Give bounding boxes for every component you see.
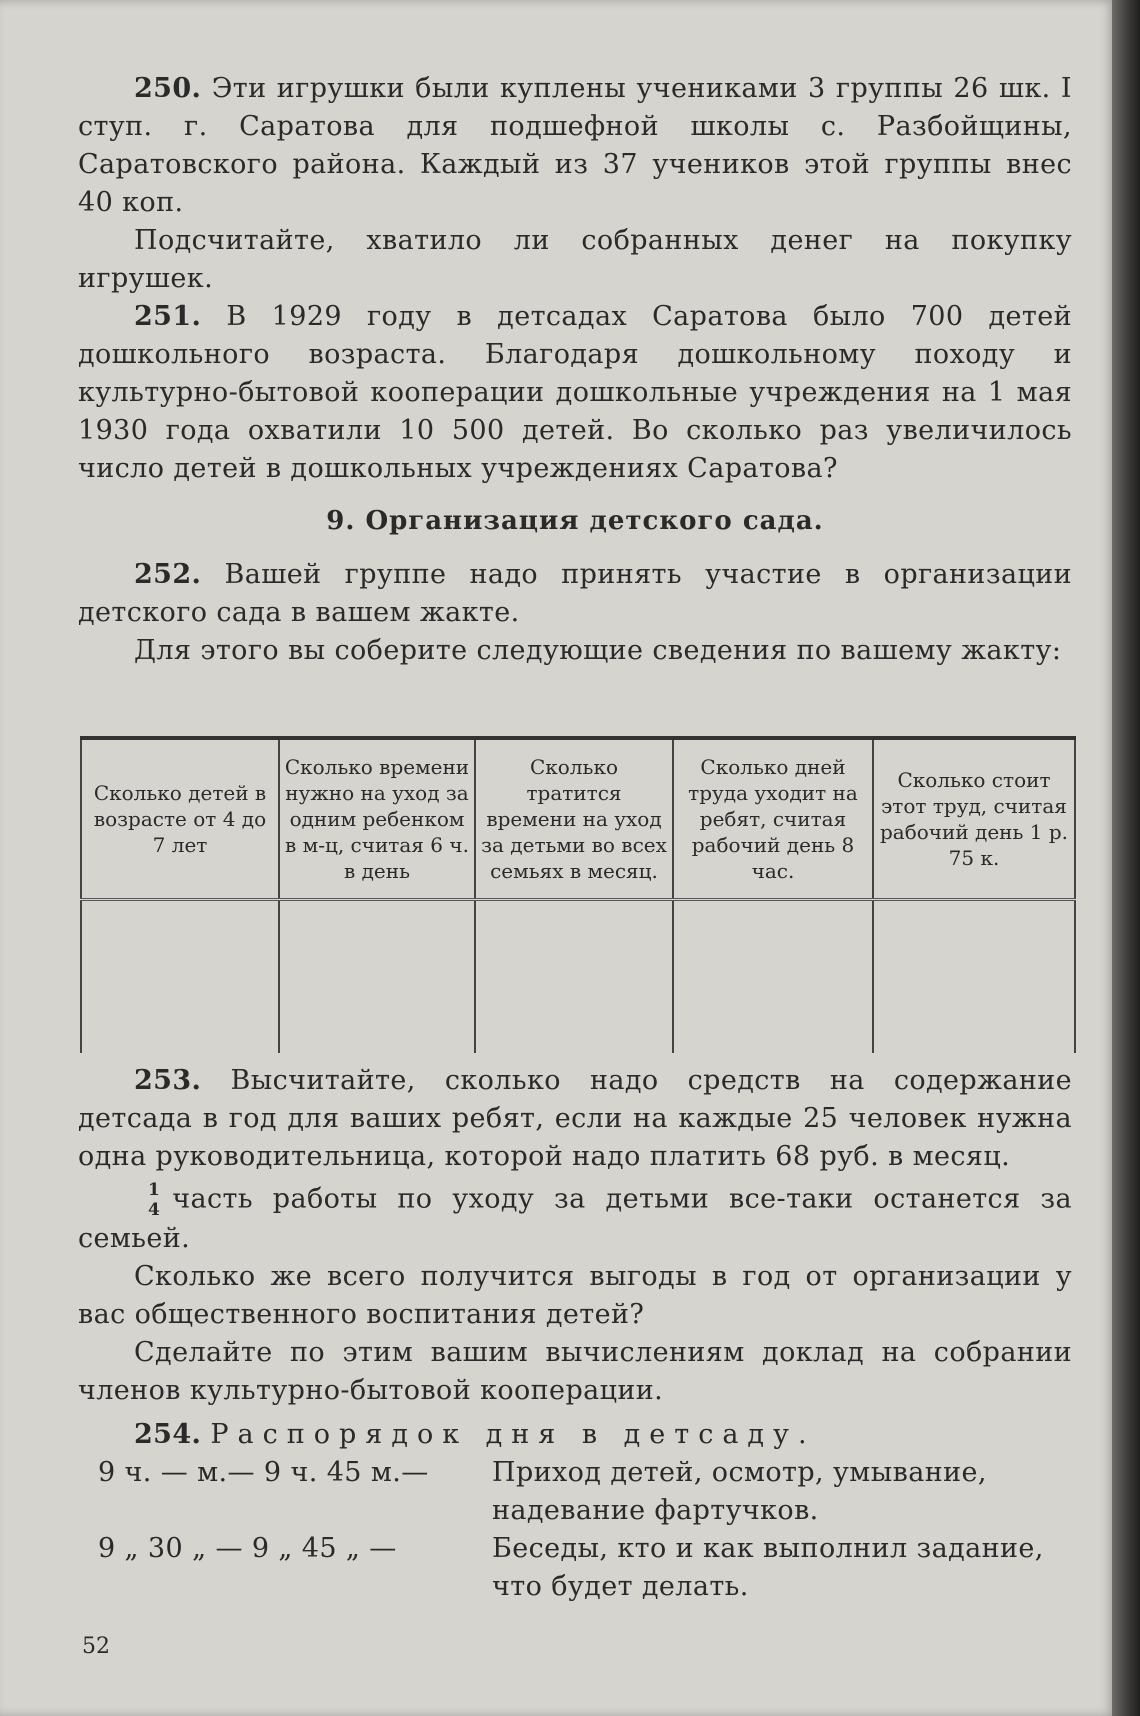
table-cell bbox=[475, 900, 673, 1054]
fraction bbox=[148, 1180, 160, 1220]
table-header-cell: Сколько тратится времени на уход за детьми во всех семьях в месяц. bbox=[475, 738, 673, 900]
problem-252 bbox=[78, 556, 1072, 632]
table-header-cell: Сколько дней труда уходит на ребят, считая рабочий день 8 час. bbox=[673, 738, 873, 900]
problem-252-question: Для этого вы соберите следующие сведения по вашему жакту: bbox=[134, 635, 1062, 666]
fraction-numerator: 1 bbox=[148, 1180, 161, 1200]
table-cell bbox=[81, 900, 279, 1054]
schedule-activity: Приход детей, осмотр, умывание, надевание фартучков. bbox=[492, 1457, 987, 1526]
schedule-time: 9 ч. — м.— 9 ч. 45 м.— bbox=[98, 1457, 429, 1488]
table-header-cell: Сколько времени нужно на уход за одним ребенком в м-ц, считая 6 ч. в день bbox=[279, 738, 475, 900]
problem-250-question: Подсчитайте, хватило ли собранных денег на покупку игрушек. bbox=[78, 225, 1072, 294]
table-header-cell: Сколько стоит этот труд, считая рабочий день 1 р. 75 к. bbox=[873, 738, 1075, 900]
table-cell bbox=[673, 900, 873, 1054]
problem-253-fraction-line bbox=[78, 1180, 1072, 1258]
problem-number: 252. bbox=[134, 559, 202, 590]
problem-number: 251. bbox=[134, 301, 202, 332]
problem-text: Высчитайте, сколько надо средств на содержание детсада в год для ваших ребят, если на каждые 25 человек нужна одна руководительница, которой надо платить 68 руб. в месяц. bbox=[78, 1065, 1073, 1172]
problem-254 bbox=[78, 1416, 1072, 1454]
problem-number: 253. bbox=[134, 1065, 202, 1096]
problem-253-question-1: Сколько же всего получится выгоды в год от организации у вас общественного воспитания детей? bbox=[78, 1261, 1072, 1330]
schedule-time: 9 „ 30 „ — 9 „ 45 „ — bbox=[98, 1533, 397, 1564]
problem-number: 254. bbox=[134, 1419, 202, 1450]
problem-253-question-2: Сделайте по этим вашим вычислениям доклад на собрании членов культурно-бытовой кооперации. bbox=[78, 1337, 1072, 1406]
page-number: 52 bbox=[82, 1634, 110, 1659]
schedule-activity: Беседы, кто и как выполнил задание, что будет делать. bbox=[492, 1533, 1044, 1602]
table-row bbox=[81, 900, 1075, 1054]
problem-text: В 1929 году в детсадах Саратова было 700 детей дошкольного возраста. Благодаря дошкольному походу и культурно-бытовой кооперации дошкольные учреждения на 1 мая 1930 года охватили 10 500 детей. Во сколько раз увеличилось число детей в дошкольных учреждениях Саратова? bbox=[78, 301, 1073, 484]
problem-text: Эти игрушки были куплены учениками 3 группы 26 шк. I ступ. г. Саратова для подшефной школы с. Разбойщины, Саратовского района. Каждый из 37 учеников этой группы внес 40 коп. bbox=[78, 73, 1072, 218]
schedule-row bbox=[98, 1530, 1072, 1606]
body-text-lower bbox=[78, 1062, 1072, 1606]
problem-253 bbox=[78, 1062, 1072, 1176]
book-spine-shadow bbox=[1112, 0, 1140, 1716]
problem-250 bbox=[78, 70, 1072, 222]
problem-text: Вашей группе надо принять участие в организации детского сада в вашем жакте. bbox=[78, 559, 1073, 628]
table-cell bbox=[279, 900, 475, 1054]
problem-number: 250. bbox=[134, 73, 202, 104]
problem-251 bbox=[78, 298, 1072, 488]
fraction-text: часть работы по уходу за детьми все-таки останется за семьей. bbox=[78, 1183, 1072, 1254]
body-text bbox=[78, 70, 1072, 670]
section-heading: 9. Организация детского сада. bbox=[326, 506, 824, 536]
schedule bbox=[78, 1454, 1072, 1606]
schedule-title: Распорядок дня в детсаду. bbox=[210, 1419, 816, 1450]
data-table bbox=[80, 736, 1076, 1053]
table-header-row bbox=[81, 738, 1075, 900]
table-header-cell: Сколько детей в возрасте от 4 до 7 лет bbox=[81, 738, 279, 900]
table-cell bbox=[873, 900, 1075, 1054]
schedule-row bbox=[98, 1454, 1072, 1530]
fraction-denominator: 4 bbox=[148, 1200, 161, 1220]
